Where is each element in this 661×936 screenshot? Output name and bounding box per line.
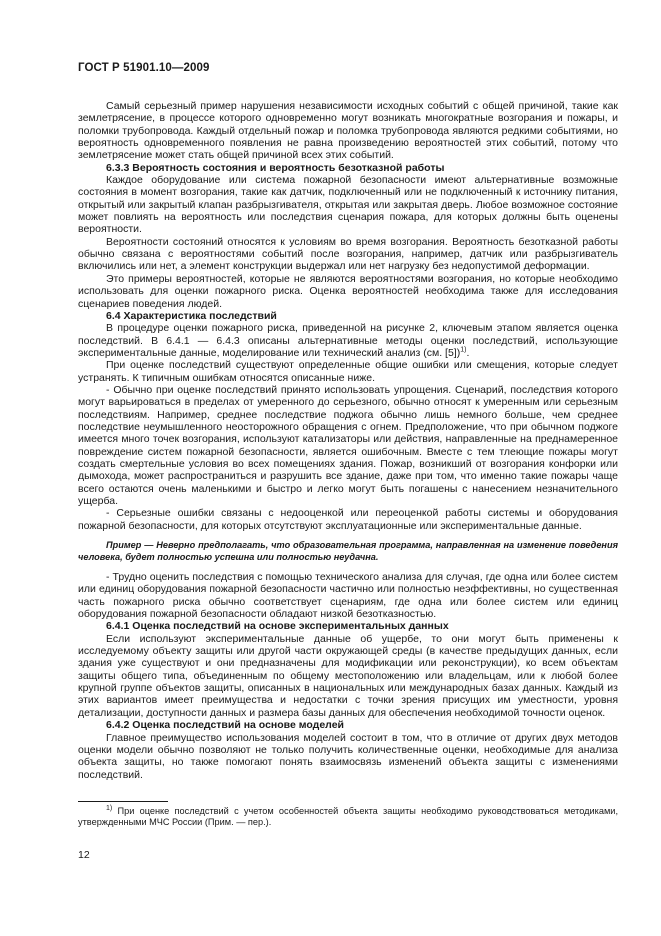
paragraph: Это примеры вероятностей, которые не являются вероятностями возгорания, но которые необходимо использовать для оценки пожарного риска. Оценка вероятностей необходима также для исследования сценариев поведения людей. — [78, 272, 618, 310]
paragraph: - Серьезные ошибки связаны с недооценкой или переоценкой работы системы и оборудования пожарной безопасности, для которых отсутствуют эксплуатационные или экспериментальные данные. — [78, 507, 618, 532]
paragraph: Если используют экспериментальные данные об ущербе, то они могут быть применены к исследуемому объекту защиты или другой части окружающей среды (в качестве предыдущих данных, если здания уже существуют и они предназначены для модификации или реконструкции), ко всем объектам защиты общего типа, объединенным по общему местоположению или владельцам, или к любой более крупной группе объектов защиты, описанных в национальных или международных базах данных. Каждый из этих вариантов имеет преимущества и недостатки с точки зрения присущих им уместности, уровня детализации, доступности данных и размера базы данных для обеспечения необходимой точности оценок. — [78, 632, 618, 719]
paragraph: - Обычно при оценке последствий принято использовать упрощения. Сценарий, последствия которого могут варьироваться в пределах от умеренного до серьезного, обычно относят к умеренным или серьезным последствиям. Например, среднее последствие поджога обычно лишь немного больше, чем среднее последствие неумышленного неосторожного обращения с огнем. Предположение, что при обычном поджоге имеется много точек возгорания, используют катализаторы или действия, направленные на преднамеренное повреждение систем пожарной безопасности, является ошибочным. Вместе с тем тлеющие пожары могут создать смертельные условия во всех помещениях здания. Пожар, возникший от возгорания конфорки или дымохода, может распространиться и разрушить все здание, даже при том, что именно такие пожары чаще всего остаются очень маленькими и быстро и легко могут быть погашены с нанесением незначительного ущерба. — [78, 383, 618, 507]
paragraph-with-footnote: В процедуре оценки пожарного риска, приведенной на рисунке 2, ключевым этапом является оценка последствий. В 6.4.1 — 6.4.3 описаны альтернативные методы оценки последствий, использующие экспериментальные данные, моделирование или технический анализ (см. [5])$^{1)}$. — [78, 322, 618, 359]
section-heading-6-3-3: 6.3.3 Вероятность состояния и вероятность безотказной работы — [106, 161, 445, 174]
document-header: ГОСТ Р 51901.10—2009 — [78, 62, 210, 74]
footnote — [78, 806, 618, 829]
paragraph: При оценке последствий существуют определенные общие ошибки или смещения, которые следует устранять. К типичным ошибкам относятся описанные ниже. — [78, 359, 618, 384]
footnote-marker: 1) — [106, 804, 113, 812]
page-number: 12 — [78, 849, 90, 861]
paragraph: Самый серьезный пример нарушения независимости исходных событий с общей причиной, такие как землетрясение, в процессе которого одновременно могут возникать многократные возгорания и пожары, и поломки трубопровода. Каждый отдельный пожар и поломка трубопровода являются редкими событиями, но вероятность одновременного появления не равна произведению вероятностей этих событий, потому что землетрясение может стать общей причиной всех этих событий. — [78, 100, 618, 162]
footnote-ref: 1) — [460, 346, 467, 354]
paragraph: - Трудно оценить последствия с помощью технического анализа для случая, где одна или более систем или единиц оборудования пожарной безопасности частично или полностью неэффективны, но существенная часть пожарного риска обычно соответствует сценариям, где одна или более систем или единиц оборудования пожарной безопасности обладают низкой безотказностью. — [78, 571, 618, 621]
section-heading-6-4-2: 6.4.2 Оценка последствий на основе моделей — [106, 719, 344, 732]
paragraph: Каждое оборудование или система пожарной безопасности имеют альтернативные возможные состояния в момент возгорания, такие как датчик, подключенный или не подключенный к источнику питания, открытый или закрытый клапан разбрызгивателя, открытая или закрытая дверь. Любое возможное состояние может повлиять на вероятность или последствия сценария пожара, для которых должны быть оценены вероятности. — [78, 174, 618, 236]
paragraph: Вероятности состояний относятся к условиям во время возгорания. Вероятность безотказной работы обычно связана с вероятностями событий после возгорания, например, датчик или разбрызгиватель включились или нет, а элемент конструкции выдержал или нет нагрузку без недопустимой деформации. — [78, 235, 618, 273]
example-note: Пример — Неверно предполагать, что образовательная программа, направленная на изменение поведения человека, будет полностью успешна или полностью неудачна. — [78, 540, 618, 562]
document-page — [78, 62, 618, 829]
section-heading-6-4: 6.4 Характеристика последствий — [106, 309, 277, 322]
document-body — [78, 100, 618, 781]
section-heading-6-4-1: 6.4.1 Оценка последствий на основе экспериментальных данных — [106, 620, 449, 633]
footnote-divider — [78, 801, 168, 802]
paragraph: Главное преимущество использования моделей состоит в том, что в отличие от других двух методов оценки модели обычно позволяют не только получить количественные оценки, необходимые для анализа объекта защиты, но также помогают понять взаимосвязь изменений объекта защиты с изменениями последствий. — [78, 731, 618, 781]
footnote-text: При оценке последствий с учетом особенностей объекта защиты необходимо руководствоваться методиками, утвержденными МЧС России (Прим. — пер.). — [78, 805, 618, 828]
paragraph-text: В процедуре оценки пожарного риска, приведенной на рисунке 2, ключевым этапом является оценка последствий. В 6.4.1 — 6.4.3 описаны альтернативные методы оценки последствий, использующие экспериментальные данные, моделирование или технический анализ (см. [5]) — [78, 322, 618, 359]
